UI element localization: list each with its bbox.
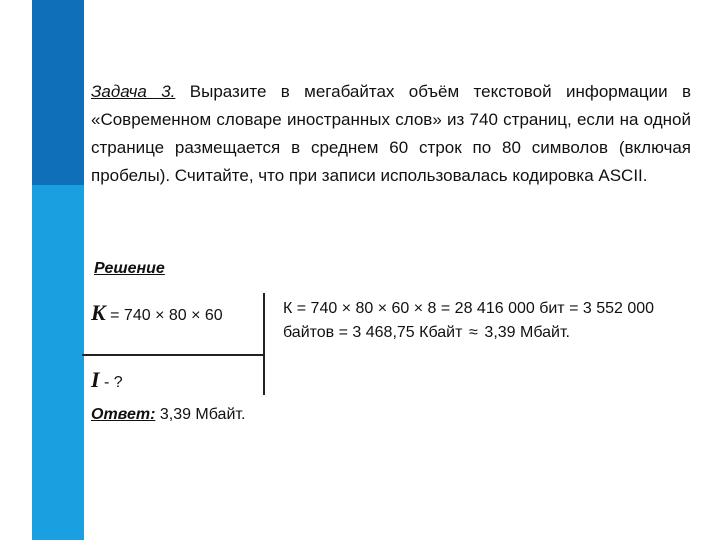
given-divider-horizontal: [82, 354, 264, 356]
calc-part1: К = 740 × 80 × 60 × 8 = 28 416 000 бит = 3 552 000 байтов = 3 468,75 Кбайт: [283, 300, 655, 341]
given-i: [91, 367, 123, 393]
k-symbol: K: [91, 300, 106, 325]
sidebar-light-bar: [32, 185, 84, 540]
calc-part2: 3,39 Мбайт.: [484, 324, 570, 341]
task-text: Выразите в мегабайтах объём текстовой информации в «Современном словаре иностранных слов» из 740 страниц, если на одной странице размещается в среднем 60 строк по 80 символов (включая пробелы). Считайте, что при записи использовалась кодировка ASCII.: [91, 82, 691, 185]
task-label: Задача 3.: [91, 82, 176, 101]
i-symbol: I: [91, 367, 100, 392]
solution-label: Решение: [94, 260, 165, 277]
sidebar-dark-bar: [32, 0, 84, 185]
k-expression: = 740 × 80 × 60: [110, 307, 223, 324]
answer-label: Ответ:: [91, 406, 156, 423]
given-k: [91, 300, 223, 326]
answer: [91, 406, 245, 424]
task-paragraph: [91, 78, 691, 190]
approx-sign: ≈: [469, 324, 478, 341]
answer-value: 3,39 Мбайт.: [159, 406, 246, 423]
calculation: [283, 297, 678, 345]
given-divider-vertical: [263, 293, 265, 395]
i-expression: - ?: [104, 374, 123, 391]
